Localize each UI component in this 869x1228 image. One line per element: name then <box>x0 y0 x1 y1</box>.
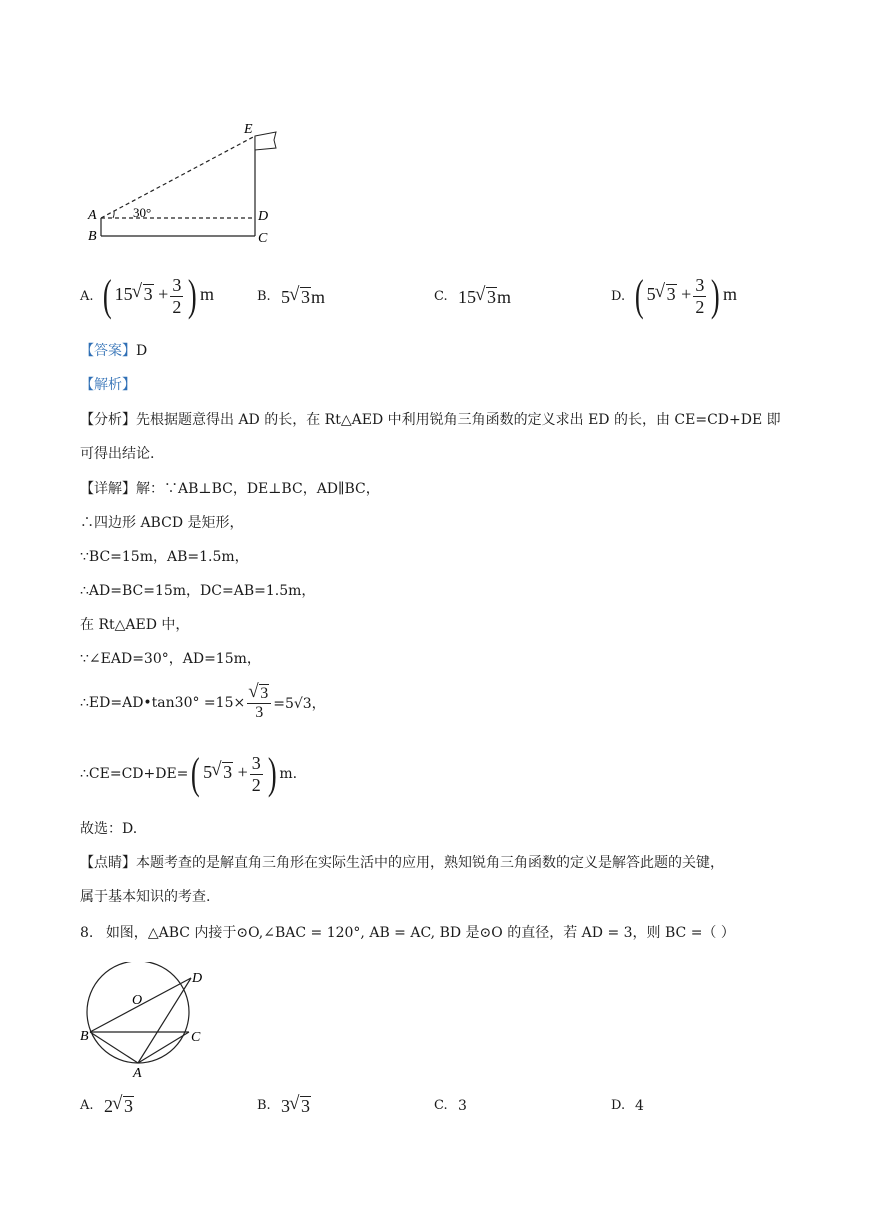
option-d-letter: D. <box>611 289 626 304</box>
label-c: C <box>191 1030 201 1045</box>
q8-option-d-value: 4 <box>635 1098 644 1114</box>
q8-option-b-value: 3√ 3 <box>281 1096 311 1117</box>
option-b-value: 5√ 3m <box>281 287 325 308</box>
detail-line7-suffix: =5√3， <box>273 696 326 713</box>
dianjing-text1: 本题考查的是解直角三角形在实际生活中的应用，熟知锐角三角函数的定义是解答此题的关键， <box>136 855 724 871</box>
detail-line3: ∵BC=15m，AB=1.5m， <box>80 549 249 565</box>
fenxi-tag: 【分析】 <box>80 412 136 428</box>
sqrt3-over-3: √ $\frac{3}{3}$ <box>247 684 271 723</box>
option-d-value: ( 5√ 3 + $\frac{3}{2}$ ) m <box>632 274 737 318</box>
label-c: C <box>258 231 268 246</box>
q8-option-a-value: 2√ 3 <box>104 1096 134 1117</box>
q8-option-a-letter: A. <box>80 1098 94 1113</box>
label-b: B <box>88 229 97 244</box>
angle-arc <box>113 211 114 218</box>
option-a-value: ( 15√ 3 + $\frac{3}{2}$ ) m <box>100 274 214 318</box>
q8-option-b-letter: B. <box>257 1098 271 1113</box>
label-e: E <box>244 122 253 137</box>
detail-line8 <box>80 749 298 798</box>
q8-stem <box>80 922 735 942</box>
choose-line: 故选：D. <box>80 821 138 837</box>
option-c-value: 15√ 3m <box>458 287 511 308</box>
detail-line7 <box>80 684 326 723</box>
label-a: A <box>133 1066 142 1080</box>
line-ba <box>90 1032 138 1063</box>
fenxi-line1 <box>80 409 781 429</box>
answer-tag: 【答案】 <box>80 343 136 359</box>
dianjing-tag: 【点睛】 <box>80 855 136 871</box>
label-o: O <box>132 993 143 1008</box>
circle-o <box>87 962 189 1063</box>
q8-option-d-letter: D. <box>611 1098 626 1113</box>
circle-figure <box>78 962 218 1080</box>
option-a-letter: A. <box>80 289 94 304</box>
q8-number: 8. <box>80 925 94 941</box>
flagpole-figure <box>80 118 280 248</box>
ce-expression: ( 5√ 3 + $\frac{3}{2}$ ) <box>188 752 279 796</box>
detail-line6: ∵∠EAD=30°，AD=15m， <box>80 651 261 667</box>
detail-tag: 【详解】 <box>80 481 136 497</box>
flag-icon <box>255 132 276 150</box>
label-b: B <box>80 1029 89 1044</box>
q8-option-c-letter: C. <box>434 1098 448 1113</box>
option-c-letter: C. <box>434 289 448 304</box>
label-a: A <box>88 208 97 223</box>
answer-value: D <box>136 343 148 359</box>
dianjing-line2: 属于基本知识的考查. <box>80 889 211 905</box>
q8-stem-b: △ABC 内接于⊙O,∠BAC = 120°, AB = AC, BD 是⊙O 的直径，若 AD = 3，则 BC =（ ） <box>147 925 735 941</box>
q8-option-c-value: 3 <box>458 1098 467 1114</box>
line-ca <box>138 1032 189 1063</box>
label-d: D <box>258 209 269 224</box>
detail-line2: ∴四边形 ABCD 是矩形， <box>80 515 244 531</box>
fenxi-line2: 可得出结论. <box>80 446 155 462</box>
answer-line <box>80 340 147 360</box>
label-angle: 30° <box>133 205 152 220</box>
analysis-tag: 【解析】 <box>80 377 136 393</box>
detail-line8-prefix: ∴CE=CD+DE= <box>80 766 189 782</box>
option-b-letter: B. <box>257 289 271 304</box>
detail-line8-suffix: m. <box>279 766 298 782</box>
detail-text1: 解：∵AB⊥BC，DE⊥BC，AD∥BC， <box>136 481 380 497</box>
detail-line1 <box>80 478 380 498</box>
q8-stem-a: 如图， <box>105 925 148 941</box>
detail-line7-prefix: ∴ED=AD•tan30° =15× <box>80 695 246 712</box>
detail-line4: ∴AD=BC=15m，DC=AB=1.5m， <box>80 583 316 599</box>
dianjing-line1 <box>80 852 724 872</box>
detail-line5: 在 Rt△AED 中， <box>80 617 190 633</box>
line-ae <box>101 136 255 218</box>
label-d: D <box>192 971 203 986</box>
fenxi-text1: 先根据题意得出 AD 的长，在 Rt△AED 中利用锐角三角函数的定义求出 ED 的长，由 CE=CD+DE 即 <box>136 412 781 428</box>
line-ad <box>138 978 191 1063</box>
